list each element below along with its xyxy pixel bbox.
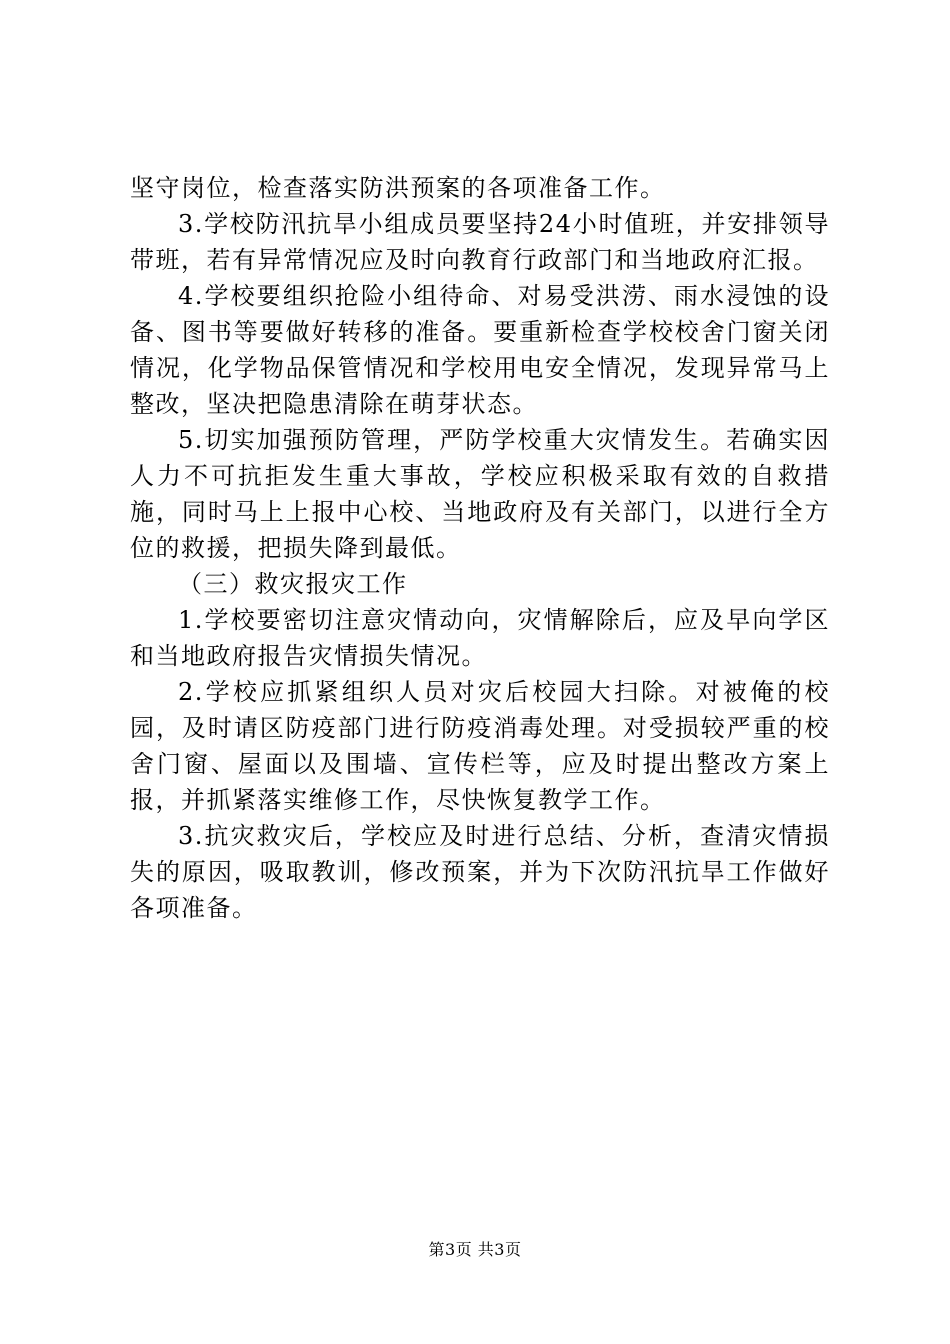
section-heading-disaster-relief: （三）救灾报灾工作 xyxy=(178,570,408,598)
paragraph-relief-item-2: 2.学校应抓紧组织人员对灾后校园大扫除。对被俺的校园，及时请区防疫部门进行防疫消毒处理。对受损较严重的校舍门窗、屋面以及围墙、宣传栏等，应及时提出整改方案上报，并抓紧落实维修工作，尽快恢复教学工作。 xyxy=(130,678,830,814)
paragraph-relief-item-1: 1.学校要密切注意灾情动向，灾情解除后，应及早向学区和当地政府报告灾情损失情况。 xyxy=(130,606,830,670)
paragraph-relief-item-3: 3.抗灾救灾后，学校应及时进行总结、分析，查清灾情损失的原因，吸取教训，修改预案，并为下次防汛抗旱工作做好各项准备。 xyxy=(130,822,830,922)
paragraph-item-4-rescue-team: 4.学校要组织抢险小组待命、对易受洪涝、雨水浸蚀的设备、图书等要做好转移的准备。要重新检查学校校舍门窗关闭情况，化学物品保管情况和学校用电安全情况，发现异常马上整改，坚决把隐患清除在萌芽状态。 xyxy=(130,282,830,418)
page-number-footer: 第3页 共3页 xyxy=(428,1240,522,1259)
paragraph-item-5-prevention: 5.切实加强预防管理，严防学校重大灾情发生。若确实因人力不可抗拒发生重大事故，学校应积极采取有效的自救措施，同时马上上报中心校、当地政府及有关部门，以进行全方位的救援，把损失降到最低。 xyxy=(130,426,830,562)
document-body xyxy=(130,170,830,926)
paragraph-item-3-duty: 3.学校防汛抗旱小组成员要坚持24小时值班，并安排领导带班，若有异常情况应及时向教育行政部门和当地政府汇报。 xyxy=(130,210,830,274)
paragraph-continuation: 坚守岗位，检查落实防洪预案的各项准备工作。 xyxy=(130,174,666,202)
